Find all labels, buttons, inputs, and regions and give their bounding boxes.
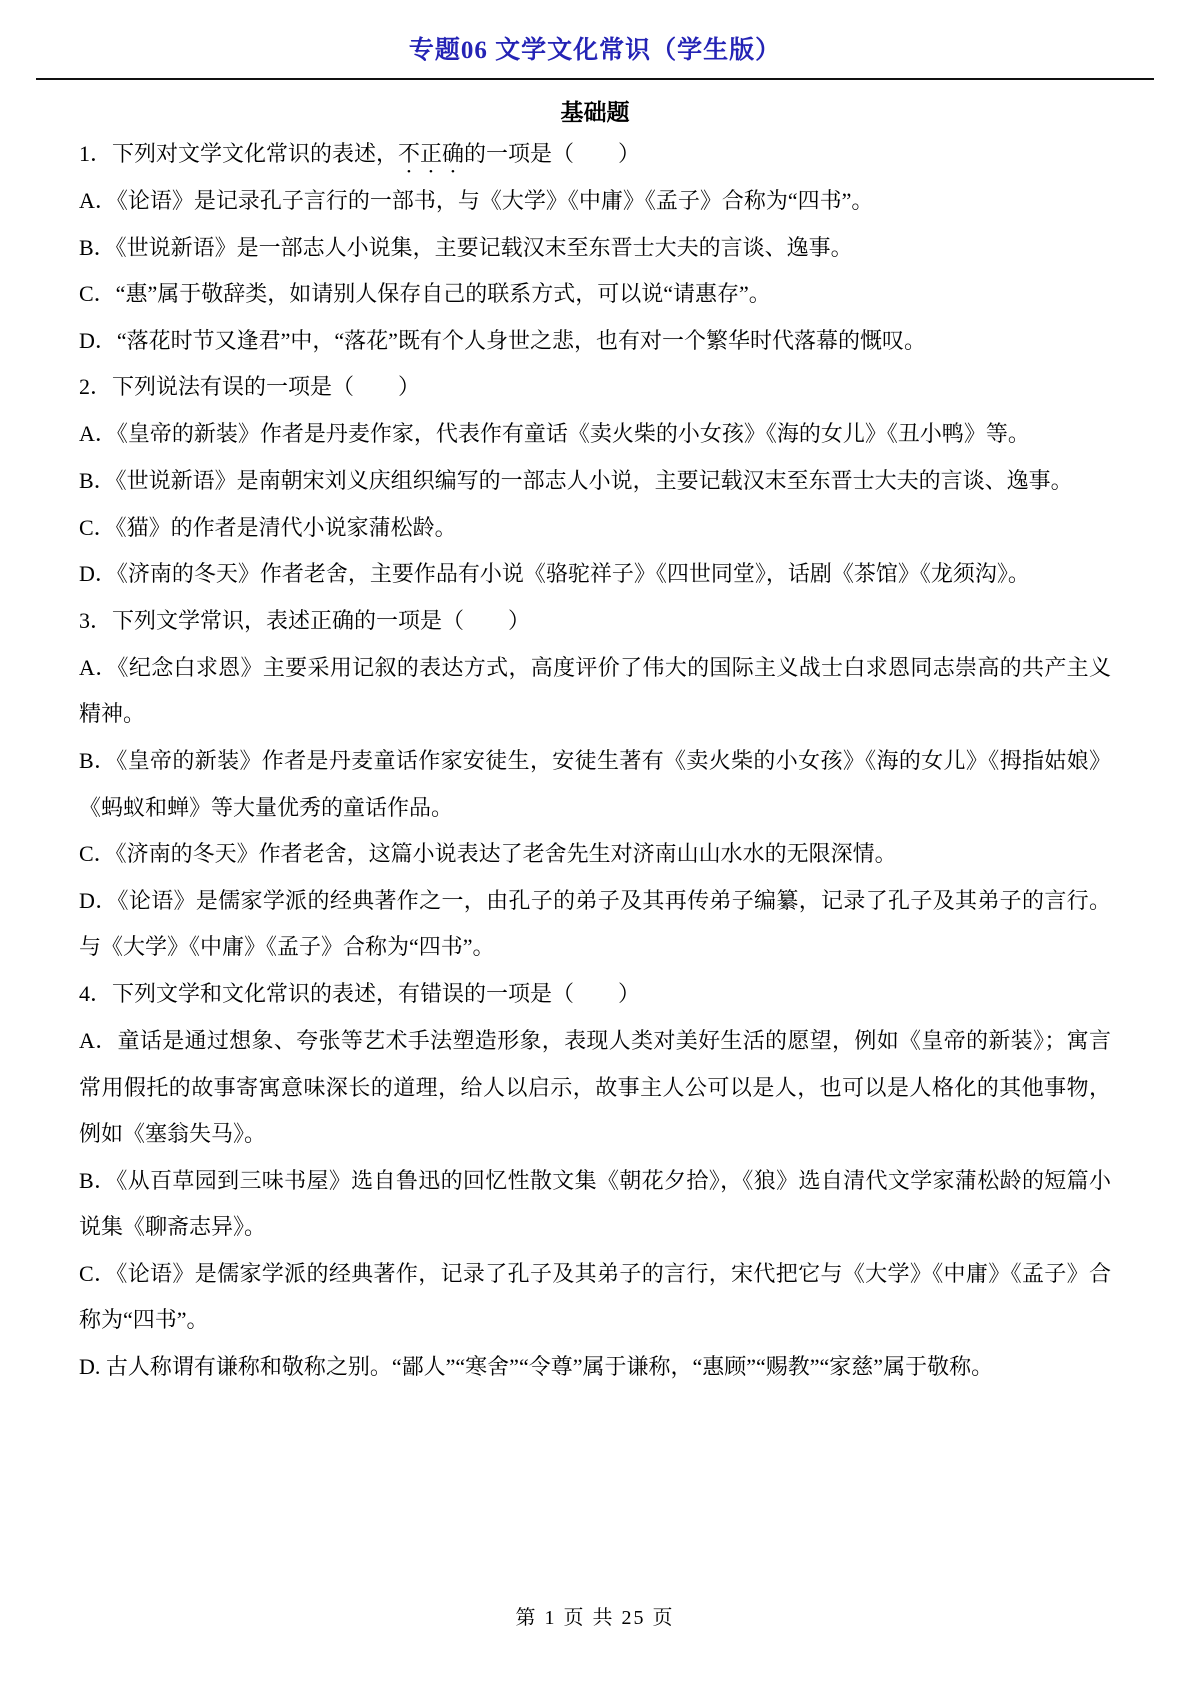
question-2-option-a: A．《皇帝的新装》作者是丹麦作家，代表作有童话《卖火柴的小女孩》《海的女儿》《丑小鸭》等。: [79, 421, 1030, 447]
question-2-option-c: C．《猫》的作者是清代小说家蒲松龄。: [79, 514, 457, 540]
question-3-option-b: B．《皇帝的新装》作者是丹麦童话作家安徒生，安徒生著有《卖火柴的小女孩》《海的女儿》《拇指姑娘》《蚂蚁和蝉》等大量优秀的童话作品。: [79, 747, 1111, 820]
question-1-option-d: D．“落花时节又逢君”中，“落花”既有个人身世之悲，也有对一个繁华时代落幕的慨叹。: [79, 327, 926, 353]
section-heading: 基础题: [560, 100, 630, 125]
question-4-option-a: A．童话是通过想象、夸张等艺术手法塑造形象，表现人类对美好生活的愿望，例如《皇帝的新装》；寓言常用假托的故事寄寓意味深长的道理，给人以启示，故事主人公可以是人，也可以是人格化的其他事物，例如《塞翁失马》。: [79, 1027, 1111, 1147]
question-1-stem-tail: 的一项是（ ）: [464, 141, 641, 166]
page-title: 专题06 文学文化常识（学生版）: [408, 37, 782, 64]
page-number-footer: 第 1 页 共 25 页: [515, 1607, 675, 1629]
question-1-option-a: A．《论语》是记录孔子言行的一部书，与《大学》《中庸》《孟子》合称为“四书”。: [79, 188, 874, 213]
question-3-option-a: A．《纪念白求恩》主要采用记叙的表达方式，高度评价了伟大的国际主义战士白求恩同志崇高的共产主义精神。: [79, 654, 1111, 727]
question-3-option-c: C．《济南的冬天》作者老舍，这篇小说表达了老舍先生对济南山山水水的无限深情。: [79, 841, 897, 867]
question-2-option-d: D．《济南的冬天》作者老舍，主要作品有小说《骆驼祥子》《四世同堂》，话剧《茶馆》《龙须沟》。: [79, 561, 1030, 587]
question-4-option-c: C．《论语》是儒家学派的经典著作，记录了孔子及其弟子的言行，宋代把它与《大学》《中庸》《孟子》合称为“四书”。: [79, 1260, 1111, 1333]
question-3-stem-text: 3．下列文学常识，表述正确的一项是（ ）: [79, 607, 531, 633]
question-2-stem-text: 2．下列说法有误的一项是（ ）: [79, 374, 421, 400]
question-4-stem-text: 4．下列文学和文化常识的表述，有错误的一项是（ ）: [79, 980, 641, 1006]
question-1-stem-text: 1．下列对文学文化常识的表述，: [79, 141, 399, 166]
question-2-option-b: B．《世说新语》是南朝宋刘义庆组织编写的一部志人小说，主要记载汉末至东晋士大夫的言谈、逸事。: [79, 467, 1073, 493]
question-3-option-d: D．《论语》是儒家学派的经典著作之一，由孔子的弟子及其再传弟子编纂，记录了孔子及其弟子的言行。与《大学》《中庸》《孟子》合称为“四书”。: [79, 887, 1111, 960]
question-3-stem: [79, 598, 1111, 645]
question-2-stem: [79, 364, 1111, 411]
question-list: [79, 131, 1111, 1391]
question-4-option-d: D. 古人称谓有谦称和敬称之别。“鄙人”“寒舍”“令尊”属于谦称，“惠顾”“赐教”“家慈”属于敬称。: [79, 1354, 994, 1380]
question-1-option-c: C．“惠”属于敬辞类，如请别人保存自己的联系方式，可以说“请惠存”。: [79, 281, 771, 307]
question-1-option-b: B．《世说新语》是一部志人小说集，主要记载汉末至东晋士大夫的言谈、逸事。: [79, 234, 853, 260]
question-4-option-b: B．《从百草园到三味书屋》选自鲁迅的回忆性散文集《朝花夕拾》，《狼》选自清代文学家蒲松龄的短篇小说集《聊斋志异》。: [79, 1167, 1111, 1240]
question-4-stem: [79, 971, 1111, 1018]
question-1-stem: [79, 131, 1111, 178]
question-1-stem-emphasis: 不正确: [398, 141, 465, 166]
title-divider: [36, 78, 1154, 80]
